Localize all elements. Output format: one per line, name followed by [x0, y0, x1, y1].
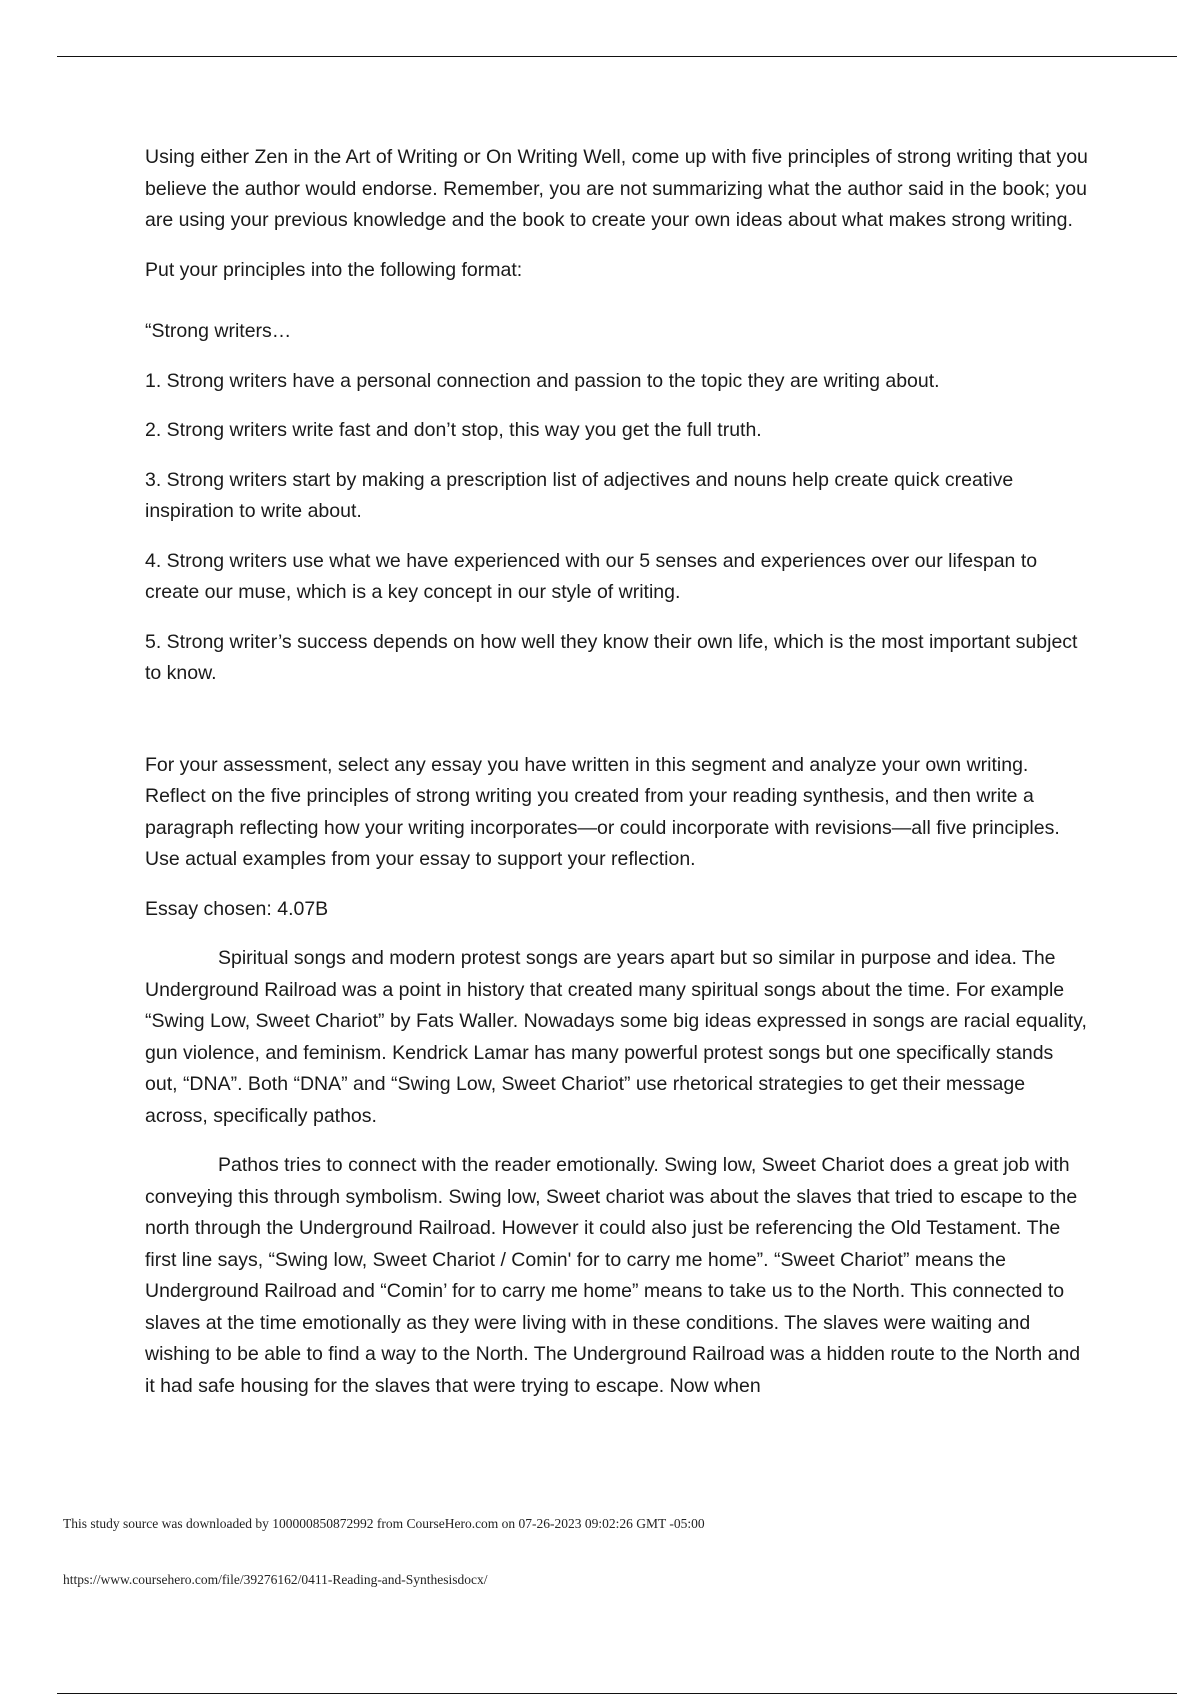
top-rule	[57, 56, 1177, 57]
essay-paragraph: Spiritual songs and modern protest songs are years apart but so similar in purpose and idea. The Underground Railroad was a point in history that created many spiritual songs about the time. For example “Swing Low, Sweet Chariot” by Fats Waller. Nowadays some big ideas expressed in songs are racial equality, gun violence, and feminism. Kendrick Lamar has many powerful protest songs but one specifically stands out, “DNA”. Both “DNA” and “Swing Low, Sweet Chariot” use rhetorical strategies to get their message across, specifically pathos.	[145, 947, 1087, 1127]
download-notice: This study source was downloaded by 100000850872992 from CourseHero.com on 07-26-2023 09:02:26 GMT -05:00	[63, 1516, 705, 1531]
principle-item: 3. Strong writers start by making a prescription list of adjectives and nouns help create quick creative inspiration to write about.	[145, 468, 1014, 522]
essay-paragraph: Pathos tries to connect with the reader emotionally. Swing low, Sweet Chariot does a great job with conveying this through symbolism. Swing low, Sweet chariot was about the slaves that tried to escape to the north through the Underground Railroad. However it could also just be referencing the Old Testament. The first line says, “Swing low, Sweet Chariot / Comin' for to carry me home”. “Sweet Chariot” means the Underground Railroad and “Comin’ for to carry me home” means to take us to the North. This connected to slaves at the time emotionally as they were living with in these conditions. The slaves were waiting and wishing to be able to find a way to the North. The Underground Railroad was a hidden route to the North and it had safe housing for the slaves that were trying to escape. Now when	[145, 1154, 1081, 1397]
assessment-paragraph: For your assessment, select any essay you have written in this segment and analyze your own writing. Reflect on the five principles of strong writing you created from your reading synthesis, and then write a paragraph reflecting how your writing incorporates—or could incorporate with revisions—all five principles. Use actual examples from your essay to support your reflection.	[145, 753, 1060, 870]
principle-item: 4. Strong writers use what we have experienced with our 5 senses and experiences over our lifespan to create our muse, which is a key concept in our style of writing.	[145, 549, 1038, 603]
principle-item: 2. Strong writers write fast and don’t stop, this way you get the full truth.	[145, 419, 762, 441]
document-body	[145, 142, 1090, 1420]
source-url: https://www.coursehero.com/file/39276162/0411-Reading-and-Synthesisdocx/	[63, 1572, 488, 1587]
bottom-rule	[57, 1693, 1177, 1694]
principle-item: 1. Strong writers have a personal connection and passion to the topic they are writing about.	[145, 369, 940, 392]
format-instruction: Put your principles into the following format:	[145, 258, 523, 281]
intro-paragraph: Using either Zen in the Art of Writing or On Writing Well, come up with five principles of strong writing that you believe the author would endorse. Remember, you are not summarizing what the author said in the book; you are using your previous knowledge and the book to create your own ideas about what makes strong writing.	[145, 146, 1088, 231]
principle-item: 5. Strong writer’s success depends on how well they know their own life, which is the most important subject to know.	[145, 630, 1078, 684]
essay-chosen: Essay chosen: 4.07B	[145, 897, 329, 920]
format-lead: “Strong writers…	[145, 320, 292, 342]
